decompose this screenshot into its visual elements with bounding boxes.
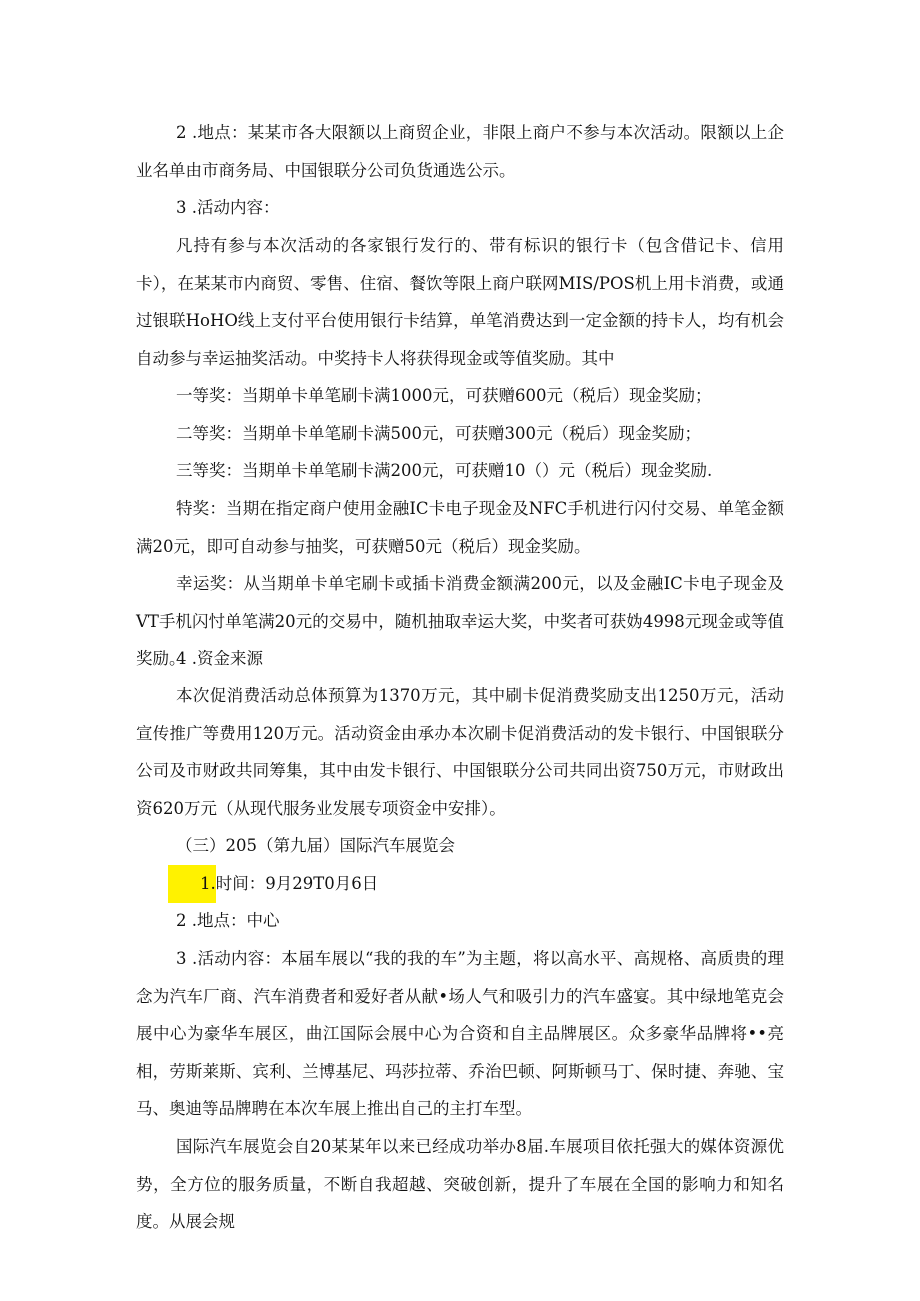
paragraph-lucky-prize: 幸运奖：从当期单卡单宅刷卡或插卡消费金额满200元，以及金融IC卡电子现金及VT手机闪忖单笔满20元的交易中，随机抽取幸运大奖，中奖者可获妫4998元现金或等值奖励。 bbox=[136, 574, 784, 668]
paragraph-activity-description: 凡持有参与本次活动的各家银行发行的、带有标识的银行卡（包含借记卡、信用卡），在某某市内商贸、零售、住宿、餐饮等限上商户联网MIS/POS机上用卡消费，或通过银联HoHO线上支付平台使用银行卡结算，单笔消费达到一定金额的持卡人，均有机会自动参与幸运抽奖活动。中奖持卡人将获得现金或等值奖励。其中 bbox=[136, 236, 784, 368]
time-text: 时间：9月29T0月6日 bbox=[215, 874, 379, 893]
paragraph-venue: 2 .地点：中心 bbox=[176, 911, 280, 930]
paragraph-time bbox=[136, 865, 784, 903]
paragraph-special-prize: 特奖：当期在指定商户使用金融IC卡电子现金及NFC手机进行闪付交易、单笔金额满20元，即可自动参与抽奖，可获赠50元（税后）现金奖励。 bbox=[136, 499, 784, 556]
paragraph-location: 2 .地点：某某市各大限额以上商贸企业，非限上商户不参与本次活动。限额以上企业名单由市商务局、中国银联分公司负货通选公示。 bbox=[136, 123, 784, 180]
paragraph-second-prize: 二等奖：当期单卡单笔刷卡满500元，可获赠300元（税后）现金奖励； bbox=[176, 424, 701, 443]
paragraph-fund-source: 本次促消费活动总体预算为1370万元，其中刷卡促消费奖励支出1250万元，活动宣传推广等费用120万元。活动资金由承办本次刷卡促消费活动的发卡银行、中国银联分公司及市财政共同筹集，其中由发卡银行、中国银联分公司共同出资750万元，市财政出资620万元（从现代服务业发展专项资金中安排）。 bbox=[136, 686, 784, 818]
paragraph-first-prize: 一等奖：当期单卡单笔刷卡满1000元，可获赠600元（税后）现金奖励； bbox=[176, 386, 712, 405]
paragraph-third-prize: 三等奖：当期单卡单笔刷卡满200元，可获赠10（）元（税后）现金奖励. bbox=[176, 461, 713, 480]
paragraph-content-heading: 3 .活动内容： bbox=[176, 198, 280, 217]
section-heading-auto-show: （三）205（第九届）国际汽车展览会 bbox=[176, 836, 455, 855]
highlighted-number: 1. bbox=[168, 865, 216, 903]
paragraph-auto-show-history: 国际汽车展览会自20某某年以来已经成功举办8届.车展项目依托强大的媒体资源优势，全方位的服务质量，不断自我超越、突破创新，提升了车展在全国的影响力和知名度。从展会规 bbox=[136, 1137, 784, 1231]
paragraph-auto-show-content: 3 .活动内容：本届车展以“我的我的车”为主题，将以高水平、高规格、高质贵的理念为汽车厂商、汽车消费者和爱好者从献•场人气和吸引力的汽车盛宴。其中绿地笔克会展中心为豪华车展区，曲江国际会展中心为合资和自主品牌展区。众多豪华品牌将••亮相，劳斯莱斯、宾利、兰博基尼、玛莎拉蒂、乔治巴顿、阿斯顿马丁、保时捷、奔驰、宝马、奥迪等品牌聘在本次车展上推出自己的主打车型。 bbox=[136, 949, 784, 1118]
paragraph-fund-heading: 4 .资金来源 bbox=[176, 649, 263, 668]
